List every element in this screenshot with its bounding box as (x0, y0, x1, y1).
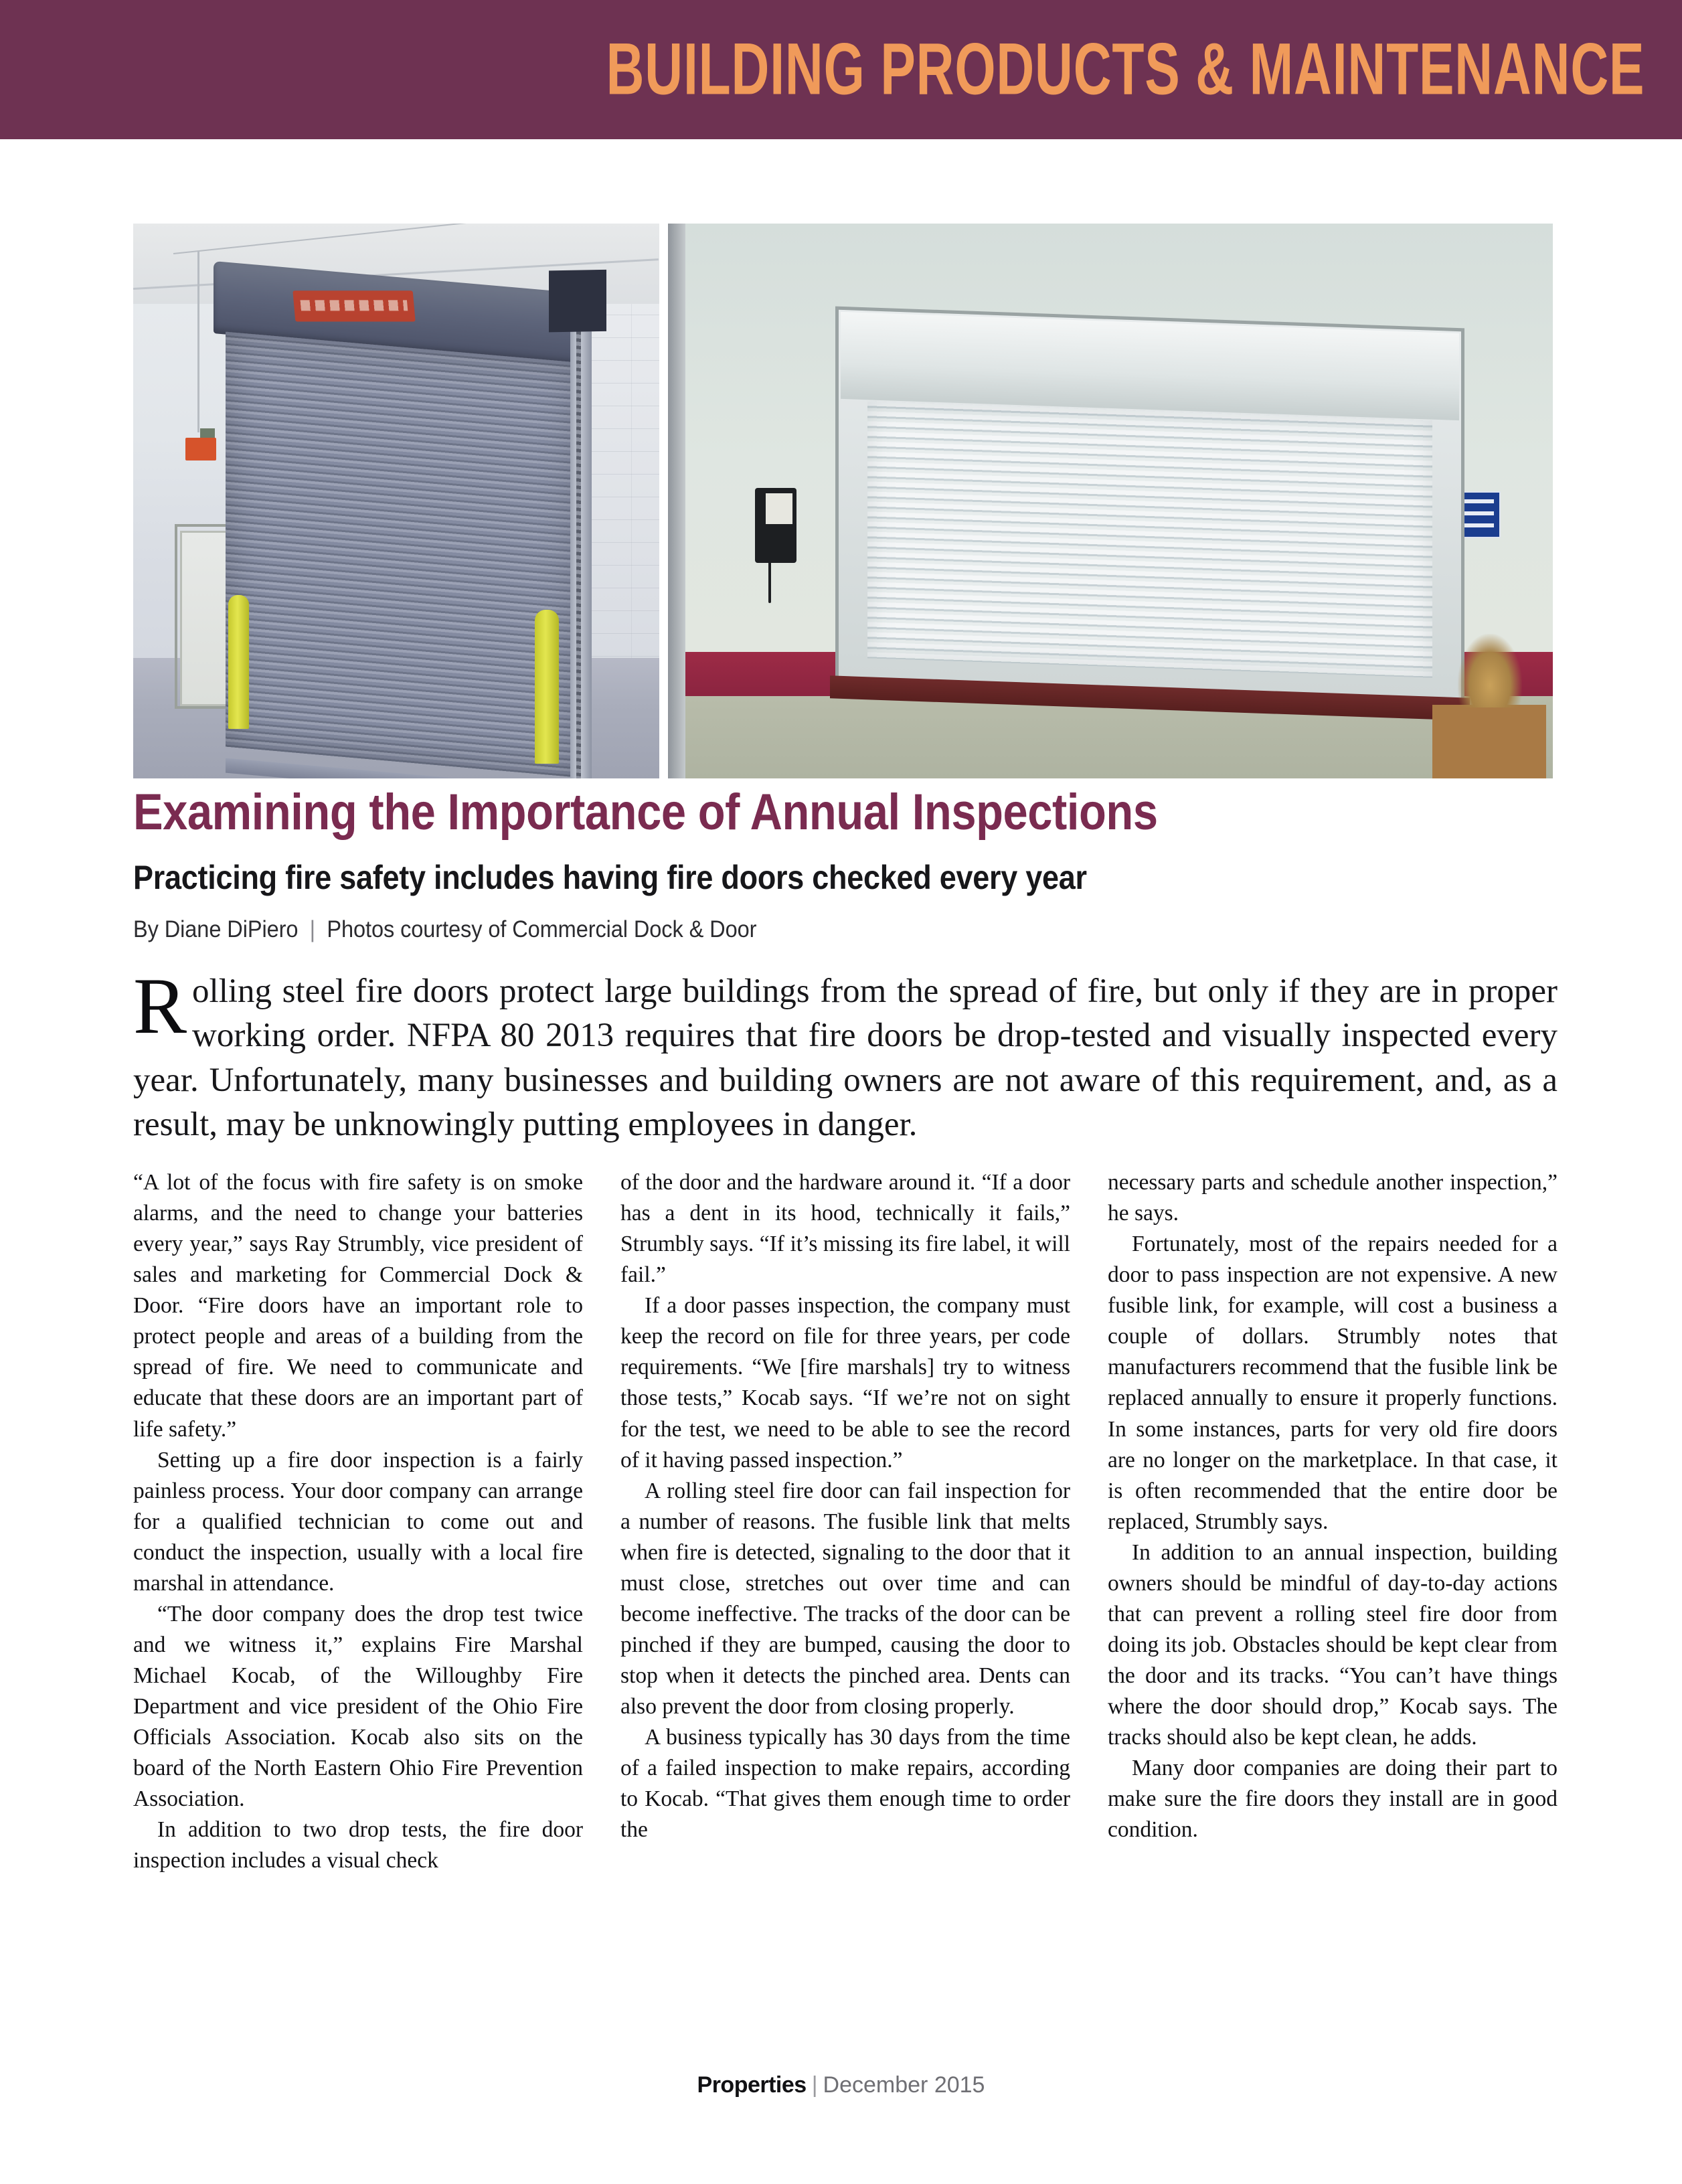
rolling-steel-door-unit (214, 261, 578, 778)
paragraph: “The door company does the drop test twice and we witness it,” explains Fire Marshal Michael Kocab, of the Willoughby Fire Department and vice president of the Ohio Fire Officials Association. Kocab also sits on the board of the North Eastern Ohio Fire Prevention Association. (133, 1601, 583, 1812)
paragraph: Many door companies are doing their part to make sure the fire doors they install are in good condition. (1108, 1756, 1558, 1843)
door-head-bracket (549, 270, 606, 333)
paragraph: In addition to two drop tests, the fire door inspection includes a visual check (133, 1817, 583, 1873)
body-column-2 (620, 1167, 1070, 2031)
chain-hoist (576, 319, 581, 778)
paragraph: “A lot of the focus with fire safety is on smoke alarms, and the need to change your batteries every year,” says Ray Strumbly, vice president of sales and marketing for Commercial Dock & Door. “Fire doors have an important role to protect people and areas of a building from the spread of fire. We need to communicate and educate that these doors are an important part of life safety.” (133, 1170, 583, 1442)
section-header-title: BUILDING PRODUCTS & MAINTENANCE (606, 28, 1645, 110)
paragraph: necessary parts and schedule another inspection,” he says. (1108, 1170, 1558, 1226)
door-curtain-slats (226, 332, 578, 778)
table-legs (1452, 717, 1533, 778)
body-column-1 (133, 1167, 583, 2031)
photo-industrial-rolling-steel-fire-door (133, 224, 659, 778)
article-photo-row (133, 224, 1553, 778)
phone-cord (768, 562, 771, 603)
wall-phone (755, 488, 796, 563)
deck-text: olling steel fire doors protect large buildings from the spread of fire, but only if they are in proper working order. NFPA 80 2013 requires that fire doors be drop-tested and visually inspected every year. Unfortunately, many businesses and building owners are not aware of this requirement, and, as a result, may be unknowingly putting employees in danger. (133, 973, 1558, 1143)
dried-floral-arrangement (1458, 634, 1522, 707)
door-guide-track (570, 288, 592, 778)
footer-separator: | (811, 2072, 818, 2098)
issue-date: December 2015 (823, 2072, 985, 2098)
byline-separator: | (309, 916, 316, 942)
paragraph: In addition to an annual inspection, building owners should be mindful of day-to-day actions that can prevent a rolling steel fire door from doing its job. Obstacles should be kept clear from the door and its tracks. “You can’t have things where the door should drop,” Kocab says. The tracks should also be kept clean, he adds. (1108, 1539, 1558, 1750)
exit-sign-icon (185, 438, 216, 460)
paragraph: of the door and the hardware around it. “If a door has a dent in its hood, technically it fails,” Strumbly says. “If it’s missing its fire label, it will fail.” (620, 1170, 1070, 1288)
shutter-curtain (867, 401, 1432, 677)
publication-name: Properties (697, 2072, 807, 2098)
article-byline (133, 916, 756, 943)
section-header-band (0, 0, 1682, 139)
article-deck (133, 961, 1558, 1147)
hanging-wire-vertical (197, 252, 199, 432)
page-footer (0, 2072, 1682, 2098)
article-body-columns (133, 1167, 1558, 2031)
paragraph: A business typically has 30 days from the time of a failed inspection to make repairs, according to Kocab. “That gives them enough time to order the (620, 1725, 1070, 1843)
body-column-3 (1108, 1167, 1558, 2031)
paragraph: If a door passes inspection, the company must keep the record on file for three years, per code requirements. “We [fire marshals] try to witness those tests,” Kocab says. “If we’re not on sight for the test, we need to be able to see the record of it having passed inspection.” (620, 1293, 1070, 1473)
photo-counter-fire-shutter (668, 224, 1553, 778)
byline-author: By Diane DiPiero (133, 916, 299, 942)
byline-photo-credit: Photos courtesy of Commercial Dock & Door (327, 916, 757, 942)
article-subhead: Practicing fire safety includes having fire doors checked every year (133, 859, 1087, 896)
corridor-corner-edge (668, 224, 685, 778)
drop-cap: R (133, 961, 187, 1050)
bollard-left (228, 595, 249, 729)
bollard-right (535, 610, 559, 764)
paragraph: Setting up a fire door inspection is a fairly painless process. Your door company can arrange for a qualified technician to come out and conduct the inspection, usually with a local fire marshal in attendance. (133, 1447, 583, 1596)
paragraph: Fortunately, most of the repairs needed for a door to pass inspection are not expensive. A new fusible link, for example, will cost a business a couple of dollars. Strumbly notes that manufacturers recommend that the fusible link be replaced annually to ensure it properly functions. In some instances, parts for very old fire doors are no longer on the marketplace. In that case, it is often recommended that the entire door be replaced, Strumbly says. (1108, 1232, 1558, 1534)
paragraph: A rolling steel fire door can fail inspection for a number of reasons. The fusible link that melts when fire is detected, signaling to the door that it must close, stretches out over time and can become ineffective. The tracks of the door can be pinched if they are bumped, causing the door to stop when it detects the pinched area. Dents can also prevent the door from closing properly. (620, 1478, 1070, 1719)
hood-brand-label (292, 290, 415, 321)
counter-shutter-opening (835, 307, 1464, 703)
article-headline: Examining the Importance of Annual Inspections (133, 784, 1158, 841)
